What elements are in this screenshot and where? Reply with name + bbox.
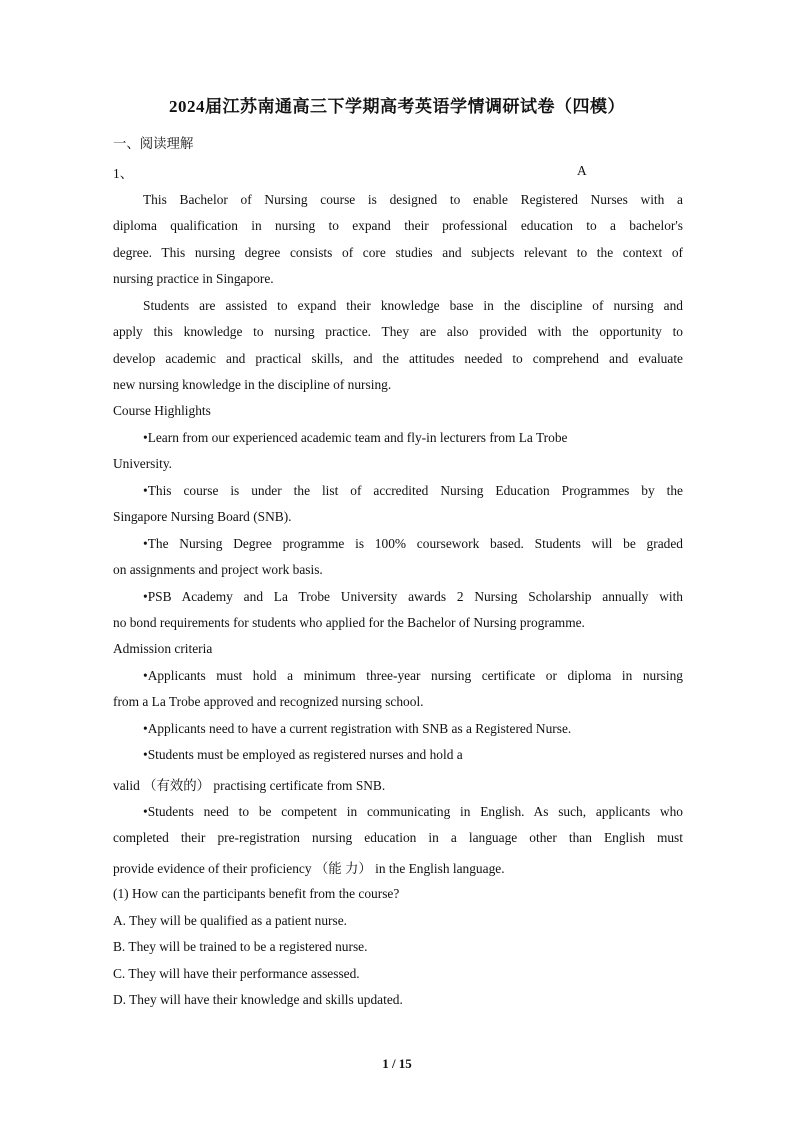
- bullet-line: •Students must be employed as registered nurses and hold a: [143, 747, 463, 762]
- option-a: A. They will be qualified as a patient nurse.: [113, 913, 348, 928]
- text-line: develop academic and practical skills, and the attitudes needed to comprehend and evaluate: [113, 351, 683, 366]
- text-line: no bond requirements for students who applied for the Bachelor of Nursing programme.: [113, 615, 585, 630]
- bullet-line: •Applicants need to have a current registration with SNB as a Registered Nurse.: [143, 721, 572, 736]
- bullet-line: •This course is under the list of accredited Nursing Education Programmes by the: [143, 483, 683, 498]
- text-line: University.: [113, 456, 173, 471]
- text-line: This Bachelor of Nursing course is designed to enable Registered Nurses with a: [143, 192, 683, 207]
- text-line: nursing practice in Singapore.: [113, 271, 274, 286]
- bullet-line: •The Nursing Degree programme is 100% coursework based. Students will be graded: [143, 536, 683, 551]
- subheading-admission-criteria: Admission criteria: [113, 641, 213, 656]
- text-line: degree. This nursing degree consists of core studies and subjects relevant to the context of: [113, 245, 683, 260]
- text-line: completed their pre-registration nursing education in a language other than English must: [113, 830, 683, 845]
- question-stem: (1) How can the participants benefit from the course?: [113, 886, 400, 901]
- passage-letter: A: [577, 163, 587, 178]
- text-line: Singapore Nursing Board (SNB).: [113, 509, 292, 524]
- bullet-line: •PSB Academy and La Trobe University awards 2 Nursing Scholarship annually with: [143, 589, 683, 604]
- bullet-line: •Students need to be competent in communicating in English. As such, applicants who: [143, 804, 683, 819]
- bullet-line: •Learn from our experienced academic team and fly-in lecturers from La Trobe: [143, 430, 568, 445]
- text-line: Students are assisted to expand their knowledge base in the discipline of nursing and: [143, 298, 683, 313]
- text-line: diploma qualification in nursing to expand their professional education to a bachelor's: [113, 218, 683, 233]
- section-heading: 一、阅读理解: [113, 136, 194, 151]
- text-line: apply this knowledge to nursing practice. They are also provided with the opportunity to: [113, 324, 683, 339]
- option-d: D. They will have their knowledge and skills updated.: [113, 992, 403, 1007]
- text-line: from a La Trobe approved and recognized nursing school.: [113, 694, 424, 709]
- text-line: valid （有效的） practising certificate from SNB.: [113, 778, 386, 793]
- text-line: provide evidence of their proficiency （能 力） in the English language.: [113, 861, 505, 876]
- bullet-line: •Applicants must hold a minimum three-year nursing certificate or diploma in nursing: [143, 668, 683, 683]
- text-line: on assignments and project work basis.: [113, 562, 323, 577]
- option-b: B. They will be trained to be a registered nurse.: [113, 939, 368, 954]
- subheading-course-highlights: Course Highlights: [113, 403, 211, 418]
- option-c: C. They will have their performance assessed.: [113, 966, 360, 981]
- question-number: 1、: [113, 166, 134, 181]
- text-line: new nursing knowledge in the discipline of nursing.: [113, 377, 392, 392]
- page-title: 2024届江苏南通高三下学期高考英语学情调研试卷（四模）: [169, 97, 625, 116]
- page-number: 1 / 15: [382, 1056, 412, 1071]
